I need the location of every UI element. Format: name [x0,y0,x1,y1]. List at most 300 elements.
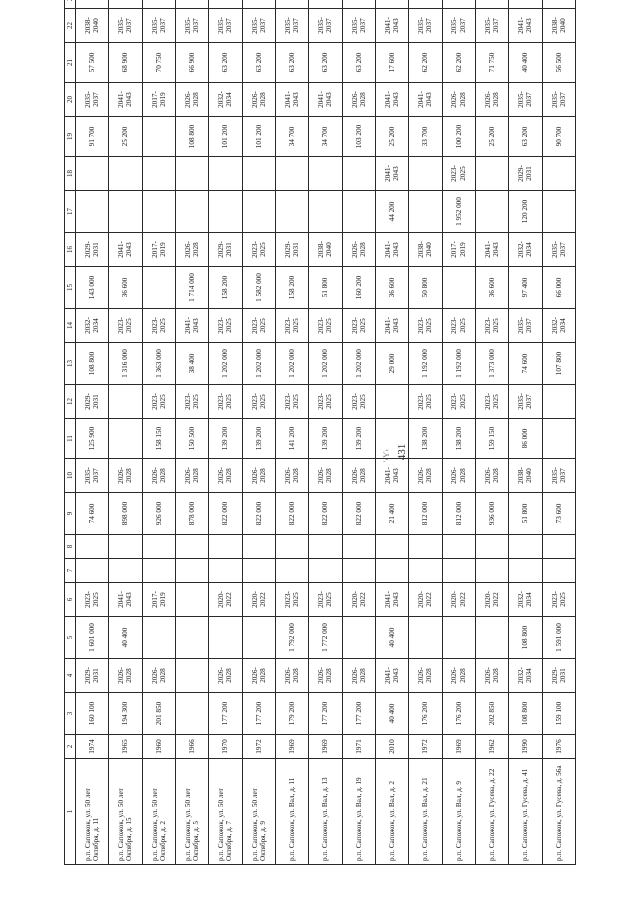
table-cell: 2038-2040 [409,233,442,267]
table-cell: 2041-2043 [375,157,408,191]
table-cell: 2026-2028 [242,459,275,493]
table-cell: 2038-2040 [542,9,575,43]
table-cell: 2026-2028 [309,459,342,493]
table-cell: 34 700 [275,117,308,157]
table-cell: 150 500 [175,419,208,459]
table-cell [142,117,175,157]
table-cell: 1960 [142,735,175,759]
table-cell: 2035-2037 [542,459,575,493]
table-cell: 2023-2025 [175,385,208,419]
table-cell [209,559,242,583]
table-cell: 1990 [509,735,542,759]
table-cell: 38 400 [175,343,208,385]
table-cell: 2017-2019 [142,83,175,117]
table-cell: 2023-2025 [142,385,175,419]
table-cell: 2029-2031 [509,157,542,191]
table-cell: 1970 [209,735,242,759]
table-cell: 2026-2028 [175,233,208,267]
table-cell: 108 800 [509,693,542,735]
table-cell: 2035-2037 [76,459,109,493]
table-cell [309,535,342,559]
table-cell [76,0,109,9]
table-cell: 159 100 [542,693,575,735]
table-cell [442,267,475,309]
table-cell: 1 192 000 [442,343,475,385]
address-cell: р.п. Сапожок, ул. 50 лет Октября, д. 11 [76,759,109,865]
table-cell: 2020-2022 [342,583,375,617]
address-cell: р.п. Сапожок, ул. Вал, д. 19 [342,759,375,865]
table-cell: 194 300 [109,693,142,735]
table-cell [142,267,175,309]
table-cell: 62 200 [409,43,442,83]
scan-mark: '‹Ƴ› [382,448,391,462]
table-cell: 101 200 [209,117,242,157]
page-number: 431 [396,443,408,461]
address-cell: р.п. Сапожок, ул. Гусева, д. 41 [509,759,542,865]
table-cell [76,191,109,233]
table-cell [509,0,542,9]
table-cell: 898 000 [109,493,142,535]
table-cell: 2023-2025 [475,385,508,419]
table-cell: 2029-2031 [76,385,109,419]
table-cell [309,559,342,583]
table-cell [409,0,442,9]
table-cell: 1966 [175,735,208,759]
table-cell [409,157,442,191]
address-cell: р.п. Сапожок, ул. 50 лет Октября, д. 5 [175,759,208,865]
table-cell: 40 400 [509,43,542,83]
table-cell: 2026-2028 [342,83,375,117]
table-cell [175,157,208,191]
table-cell: 34 700 [309,117,342,157]
table-cell: 2017-2019 [442,233,475,267]
address-cell: р.п. Сапожок, ул. 50 лет Октября, д. 7 [209,759,242,865]
table-cell: 2026-2028 [342,659,375,693]
table-cell [142,157,175,191]
table-cell: 1 202 000 [209,343,242,385]
table-cell: 2041-2043 [475,233,508,267]
table-cell: 2023-2025 [76,583,109,617]
table-cell [375,385,408,419]
table-cell: 74 600 [76,493,109,535]
table-cell [409,191,442,233]
table-cell [142,617,175,659]
table-cell: 63 200 [275,43,308,83]
table-cell: 139 200 [342,419,375,459]
table-row [242,0,275,865]
table-cell: 63 200 [309,43,342,83]
table-cell [309,157,342,191]
table-cell [409,535,442,559]
table-cell: 2023-2025 [309,385,342,419]
table-cell [242,617,275,659]
table-cell [275,157,308,191]
column-number-3: 3 [65,693,76,735]
column-number-row [65,0,76,865]
column-number-20: 20 [65,83,76,117]
table-cell [509,535,542,559]
table-cell: 2023-2025 [242,385,275,419]
address-cell: р.п. Сапожок, ул. Вал, д. 13 [309,759,342,865]
table-cell: 21 400 [375,493,408,535]
table-cell: 40 400 [375,617,408,659]
table-cell [109,157,142,191]
table-cell: 2032-2034 [509,659,542,693]
table-cell: 2023-2025 [275,583,308,617]
table-cell: 812 000 [442,493,475,535]
table-cell: 2032-2034 [509,233,542,267]
table-cell: 177 200 [209,693,242,735]
table-cell: 2023-2025 [409,309,442,343]
table-cell: 1972 [242,735,275,759]
table-cell: 2023-2025 [142,309,175,343]
table-row [542,0,575,865]
table-cell: 878 000 [175,493,208,535]
address-cell: р.п. Сапожок, ул. 50 лет Октября, д. 2 [142,759,175,865]
table-cell: 97 400 [509,267,542,309]
table-cell: 176 200 [409,693,442,735]
column-number-23 [65,0,76,9]
table-cell: 62 200 [442,43,475,83]
table-cell: 25 200 [475,117,508,157]
table-cell: 2020-2022 [242,583,275,617]
table-row [475,0,508,865]
table-cell [209,157,242,191]
table-cell: 2041-2043 [509,9,542,43]
table-cell: 101 200 [242,117,275,157]
table-row [109,0,142,865]
table-cell [242,559,275,583]
table-cell: 1972 [409,735,442,759]
table-cell: 822 000 [209,493,242,535]
table-cell: 36 600 [475,267,508,309]
table-cell: 2026-2028 [142,659,175,693]
table-cell: 1 202 000 [242,343,275,385]
table-cell: 2032-2034 [209,83,242,117]
table-cell [475,559,508,583]
table-cell: 2026-2028 [209,659,242,693]
table-cell [442,535,475,559]
table-cell: 2023-2025 [242,233,275,267]
table-cell [109,535,142,559]
column-number-14: 14 [65,309,76,343]
table-cell [375,535,408,559]
table-cell: 2026-2028 [409,459,442,493]
table-cell [309,191,342,233]
table-cell: 158 150 [142,419,175,459]
table-cell [142,535,175,559]
table-cell [342,617,375,659]
column-number-1: 1 [65,759,76,865]
table-cell: 201 850 [142,693,175,735]
table-cell [509,559,542,583]
table-cell: 2035-2037 [542,233,575,267]
table-cell [175,535,208,559]
table-cell: 2010 [375,735,408,759]
table-cell [342,191,375,233]
table-cell: 2023-2025 [442,309,475,343]
table-cell: 2035-2037 [409,9,442,43]
table-cell [76,157,109,191]
table-cell [175,659,208,693]
table-cell: 2023-2025 [542,583,575,617]
table-cell: 1 582 000 [242,267,275,309]
table-cell: 822 000 [342,493,375,535]
address-cell: р.п. Сапожок, ул. Вал, д. 9 [442,759,475,865]
column-number-18: 18 [65,157,76,191]
table-cell: 25 200 [375,117,408,157]
table-cell: 2035-2037 [342,9,375,43]
table-cell: 2026-2028 [275,659,308,693]
table-cell [209,0,242,9]
table-cell: 2026-2028 [409,659,442,693]
table-cell: 70 750 [142,43,175,83]
table-cell: 1 316 000 [109,343,142,385]
table-cell [275,191,308,233]
column-number-4: 4 [65,659,76,693]
table-cell: 2035-2037 [142,9,175,43]
table-cell: 17 600 [375,43,408,83]
table-cell: 822 000 [309,493,342,535]
table-cell: 2035-2037 [242,9,275,43]
table-cell: 90 700 [542,117,575,157]
table-cell: 2038-2040 [76,9,109,43]
table-cell: 44 200 [375,191,408,233]
table-cell: 812 000 [409,493,442,535]
table-cell: 139 200 [309,419,342,459]
table-cell: 177 200 [242,693,275,735]
table-cell [109,191,142,233]
table-cell: 2041-2043 [375,83,408,117]
table-cell: 822 000 [242,493,275,535]
column-number-11: 11 [65,419,76,459]
table-cell [275,559,308,583]
table-cell: 143 000 [76,267,109,309]
table-cell [542,0,575,9]
column-number-7: 7 [65,559,76,583]
table-cell: 63 200 [509,117,542,157]
table-cell: 2032-2034 [542,309,575,343]
address-cell: р.п. Сапожок, ул. Вал, д. 21 [409,759,442,865]
column-number-9: 9 [65,493,76,535]
table-cell: 1971 [342,735,375,759]
table-cell [275,0,308,9]
table-cell: 2026-2028 [475,659,508,693]
table-cell: 40 400 [375,693,408,735]
table-cell: 108 800 [509,617,542,659]
table-cell [109,419,142,459]
column-number-22: 22 [65,9,76,43]
column-number-8: 8 [65,535,76,559]
table-row [375,0,408,865]
table-cell [209,191,242,233]
table-cell: 2041-2043 [309,83,342,117]
table-row [175,0,208,865]
table-cell: 86 000 [509,419,542,459]
table-cell: 2026-2028 [242,659,275,693]
table-cell [275,535,308,559]
table-row [209,0,242,865]
table-cell: 1 772 000 [309,617,342,659]
column-number-19: 19 [65,117,76,157]
table-cell: 120 200 [509,191,542,233]
table-cell: 2026-2028 [475,459,508,493]
table-cell [175,0,208,9]
table-cell: 33 700 [409,117,442,157]
table-cell: 1969 [442,735,475,759]
table-row [142,0,175,865]
table-cell [142,0,175,9]
table-cell: 2020-2022 [409,583,442,617]
table-cell: 2041-2043 [109,233,142,267]
table-cell: 2026-2028 [309,659,342,693]
table-cell [242,191,275,233]
table-cell: 2035-2037 [509,385,542,419]
table-cell: 1 202 000 [275,343,308,385]
table-cell: 1 373 000 [475,343,508,385]
table-cell [542,535,575,559]
table-cell: 2035-2037 [275,9,308,43]
table-cell: 139 200 [242,419,275,459]
table-row [442,0,475,865]
table-cell: 2026-2028 [209,459,242,493]
table-cell: 2035-2037 [209,9,242,43]
column-number-13: 13 [65,343,76,385]
table-cell: 2035-2037 [475,9,508,43]
table-cell [209,535,242,559]
table-cell: 179 200 [275,693,308,735]
table-cell: 160 200 [342,267,375,309]
table-cell: 108 800 [175,117,208,157]
table-cell: 91 700 [76,117,109,157]
table-cell [142,191,175,233]
table-cell [475,191,508,233]
table-row [76,0,109,865]
table-cell: 66 000 [542,267,575,309]
table-row [409,0,442,865]
table-cell: 177 200 [309,693,342,735]
table-cell [542,191,575,233]
table-cell: 2032-2034 [509,583,542,617]
table-cell: 2026-2028 [475,83,508,117]
table-cell: 73 600 [542,493,575,535]
table-cell [442,0,475,9]
table-cell [475,157,508,191]
address-cell: р.п. Сапожок, ул. Гусева, д. 56а [542,759,575,865]
address-cell: р.п. Сапожок, ул. 50 лет Октября, д. 15 [109,759,142,865]
table-cell: 2035-2037 [442,9,475,43]
table-cell: 2023-2025 [442,157,475,191]
table-cell: 108 800 [76,343,109,385]
table-cell: 2023-2025 [242,309,275,343]
table-cell [109,0,142,9]
table-cell: 2029-2031 [76,233,109,267]
column-number-17: 17 [65,191,76,233]
table-row [342,0,375,865]
table-row [509,0,542,865]
table-cell: 2029-2031 [76,659,109,693]
table-cell: 2041-2043 [375,233,408,267]
table-cell: 1 202 000 [342,343,375,385]
table-cell: 2023-2025 [275,309,308,343]
table-cell: 1974 [76,735,109,759]
table-cell: 2023-2025 [442,385,475,419]
table-cell: 51 800 [309,267,342,309]
table-cell: 2035-2037 [76,83,109,117]
column-number-12: 12 [65,385,76,419]
table-cell: 68 900 [109,43,142,83]
table-cell: 74 600 [509,343,542,385]
table-row [309,0,342,865]
table-cell: 2026-2028 [442,659,475,693]
table-cell: 177 200 [342,693,375,735]
table-cell [342,157,375,191]
table-cell: 1969 [275,735,308,759]
rotated-table-container [64,17,576,865]
table-cell [542,559,575,583]
table-cell: 822 000 [275,493,308,535]
table-cell: 2017-2019 [142,233,175,267]
table-cell: 40 400 [109,617,142,659]
table-cell [309,0,342,9]
table-row [275,0,308,865]
table-cell: 2026-2028 [342,233,375,267]
column-number-15: 15 [65,267,76,309]
table-cell: 2035-2037 [175,9,208,43]
column-number-21: 21 [65,43,76,83]
table-cell: 2026-2028 [442,459,475,493]
table-cell: 176 200 [442,693,475,735]
table-cell: 2029-2031 [542,659,575,693]
housing-repair-table [64,0,576,865]
table-cell: 1962 [475,735,508,759]
table-cell: 2041-2043 [275,83,308,117]
table-cell: 2023-2025 [342,309,375,343]
table-cell: 2041-2043 [109,583,142,617]
table-cell: 2035-2037 [109,9,142,43]
table-cell [209,617,242,659]
column-number-6: 6 [65,583,76,617]
table-cell: 56 500 [542,43,575,83]
table-cell: 1 202 000 [309,343,342,385]
address-cell: р.п. Сапожок, ул. Вал, д. 2 [375,759,408,865]
table-cell: 2020-2022 [442,583,475,617]
column-number-10: 10 [65,459,76,493]
table-cell [175,693,208,735]
table-cell [342,559,375,583]
table-cell [375,0,408,9]
table-cell [409,559,442,583]
table-cell: 1969 [309,735,342,759]
table-cell: 2041-2043 [409,83,442,117]
table-cell: 2041-2043 [375,459,408,493]
table-cell: 2041-2043 [175,309,208,343]
table-cell: 2035-2037 [509,83,542,117]
table-cell: 2026-2028 [275,459,308,493]
table-cell: 107 800 [542,343,575,385]
table-cell [475,0,508,9]
table-cell: 1 792 000 [275,617,308,659]
table-cell: 2020-2022 [475,583,508,617]
table-cell: 2023-2025 [309,309,342,343]
table-cell [242,0,275,9]
table-cell: 2038-2040 [309,233,342,267]
table-cell: 160 100 [76,693,109,735]
table-cell: 1965 [109,735,142,759]
table-cell [242,535,275,559]
table-cell [175,583,208,617]
table-cell [409,617,442,659]
